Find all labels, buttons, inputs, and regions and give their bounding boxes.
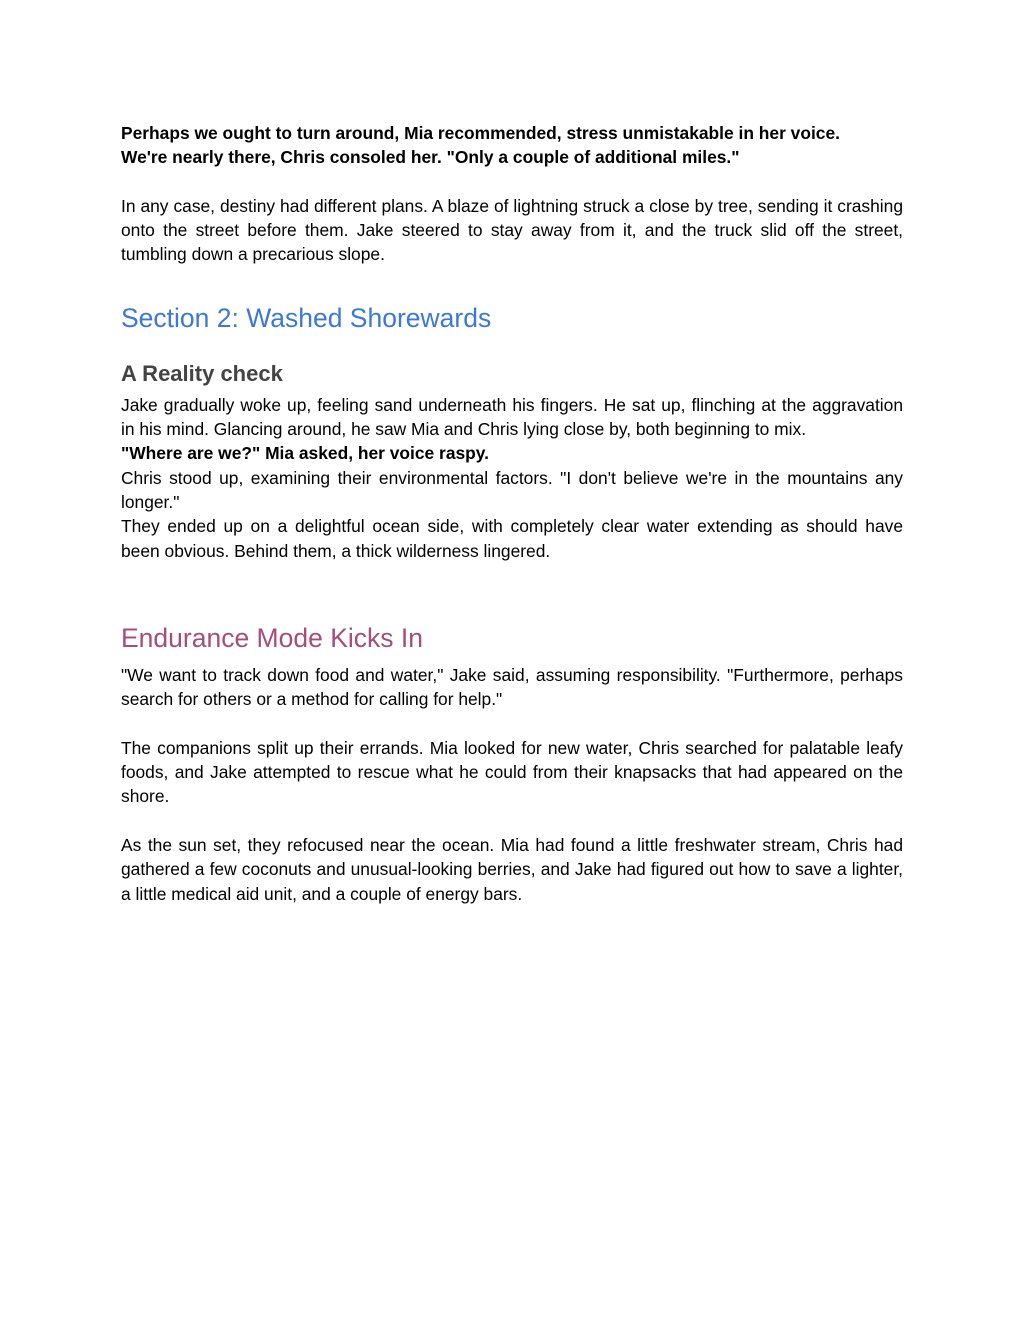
spacer	[121, 170, 903, 194]
section-3-paragraph-1: "We want to track down food and water," Jake said, assuming responsibility. "Furthermore, perhaps search for others or a method for calling for help."	[121, 664, 903, 710]
section-2-heading: Section 2: Washed Shorewards	[121, 302, 492, 333]
document-page	[121, 121, 903, 906]
section-2-bold-quote: "Where are we?" Mia asked, her voice raspy.	[121, 443, 490, 464]
section-2-paragraph-2: Chris stood up, examining their environmental factors. "I don't believe we're in the mountains any longer."	[121, 467, 903, 512]
section-2-paragraph-3: They ended up on a delightful ocean side, with completely clear water extending as should have been obvious. Behind them, a thick wilderness lingered.	[121, 516, 903, 561]
section-3-paragraph-2: The companions split up their errands. Mia looked for new water, Chris searched for palatable leafy foods, and Jake attempted to rescue what he could from their knapsacks that had appeared on the shore.	[121, 737, 903, 807]
spacer	[121, 563, 903, 621]
reality-check-subheading: A Reality check	[121, 360, 283, 386]
section-2-paragraph-1: Jake gradually woke up, feeling sand underneath his fingers. He sat up, flinching at the aggravation in his mind. Glancing around, he saw Mia and Chris lying close by, both beginning to mix.	[121, 394, 903, 440]
intro-bold-line-2: We're nearly there, Chris consoled her. "Only a couple of additional miles."	[121, 147, 740, 168]
spacer	[121, 809, 903, 833]
spacer	[121, 711, 903, 735]
spacer	[121, 267, 903, 301]
intro-paragraph: In any case, destiny had different plans. A blaze of lightning struck a close by tree, sending it crashing onto the street before them. Jake steered to stay away from it, and the truck slid off the street, tumbling down a precarious slope.	[121, 195, 903, 265]
section-3-heading: Endurance Mode Kicks In	[121, 622, 423, 653]
section-3-paragraph-3: As the sun set, they refocused near the ocean. Mia had found a little freshwater stream, Chris had gathered a few coconuts and unusual-looking berries, and Jake had figured out how to save a lighter, a little medical aid unit, and a couple of energy bars.	[121, 834, 903, 904]
spacer	[121, 655, 903, 663]
spacer	[121, 335, 903, 360]
intro-bold-line-1: Perhaps we ought to turn around, Mia recommended, stress unmistakable in her voice.	[121, 123, 840, 143]
